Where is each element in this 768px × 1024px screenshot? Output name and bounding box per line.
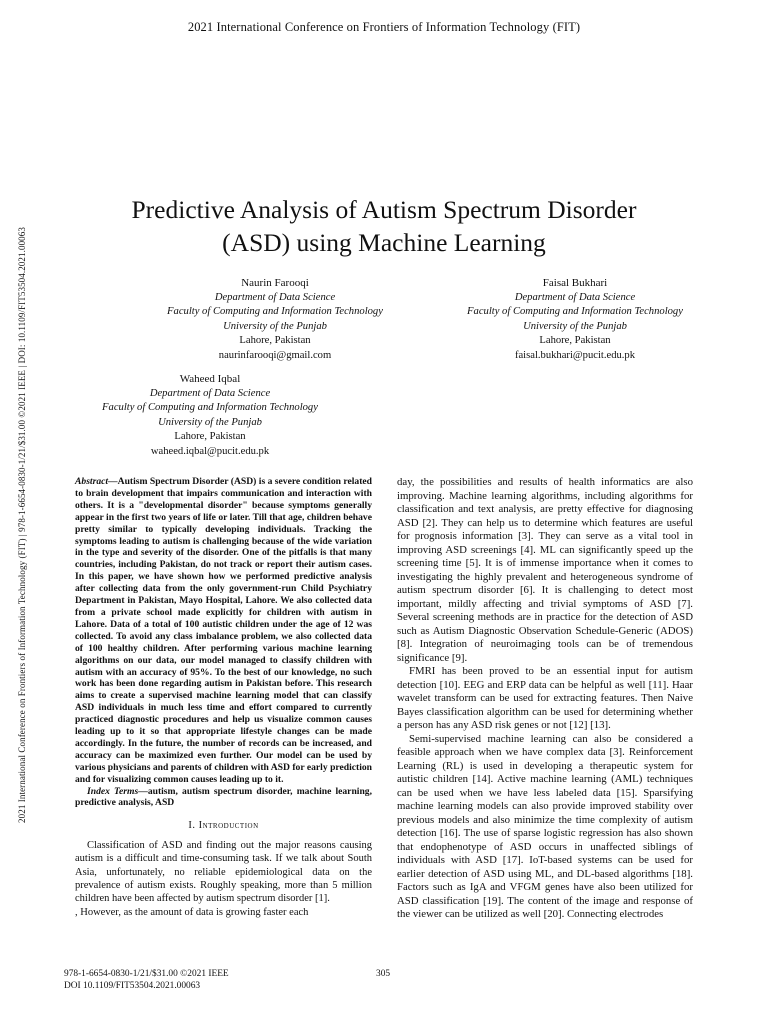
title-line-1: Predictive Analysis of Autism Spectrum Disorder xyxy=(131,195,637,224)
section-number: I. xyxy=(188,820,199,832)
author-email[interactable]: waheed.iqbal@pucit.edu.pk xyxy=(150,445,270,457)
author-univ: University of the Punjab xyxy=(158,416,262,428)
conference-header: 2021 International Conference on Frontiers of Information Technology (FIT) xyxy=(187,20,581,34)
paper-title xyxy=(40,193,728,259)
title-line-2: (ASD) using Machine Learning xyxy=(222,228,546,257)
abstract xyxy=(75,476,372,786)
index-terms-text: autism, autism spectrum disorder, machine learning, predictive analysis, ASD xyxy=(75,785,372,809)
author-email[interactable]: faisal.bukhari@pucit.edu.pk xyxy=(514,349,636,361)
index-terms xyxy=(75,786,372,810)
right-column xyxy=(397,476,693,922)
paragraph: FMRI has been proved to be an essential input for autism detection [10]. EEG and ERP data can be helpful as well [11]. Haar wavelet transform can be used for extracting features. Then Naive Bayes classification algorithm can be used for determining whether a person has any ASD risk genes or not [12] [13]. xyxy=(397,665,693,731)
section-title: Introduction xyxy=(198,820,259,832)
paragraph: day, the possibilities and results of health informatics are also improving. Machine learning algorithms, including algorithms for classification and text analysis, are pretty effective for diagnosing ASD [2]. They can help us to determine which features are useful for prognosis information [3]. They can serve as a vital tool in improving ASD screenings [4]. ML can significantly speed up the screening time [5]. It is of immense importance when it comes to investigating the highly prevalent and heterogeneous syndrome of autism spectrum disorder [6]. It is challenging to detect most important, mildly affecting and trivial symptoms of ASD [7]. Several screening methods are in practice for the detection of ASD such as Autism Diagnostic Observation Schedule-Generic (ADOS) [8]. Integration of neuroimaging tools can be of tremendous significance [9]. xyxy=(397,476,693,664)
author-city: Lahore, Pakistan xyxy=(539,335,611,346)
author-dept: Department of Data Science xyxy=(514,291,636,303)
author-email[interactable]: naurinfarooqi@gmail.com xyxy=(218,349,332,361)
side-strip-text: 2021 International Conference on Frontiers of Information Technology (FIT) | 978-1-6654-0830-1/21/$31.00 ©2021 IEEE | DOI: 10.1109/FIT53504.2021.00063 xyxy=(17,227,27,823)
author-faculty: Faculty of Computing and Information Technology xyxy=(467,306,683,317)
author-dept: Department of Data Science xyxy=(149,387,271,399)
paragraph: Classification of ASD and finding out the major reasons causing autism is a difficult and time-consuming task. If we talk about South Asia, unfortunately, no reliable epidemiological data on the prevalence of autism exists. Roughly speaking, more than 5 million children have been affected by autism spectrum disorder [1]. xyxy=(75,839,372,905)
author-dept: Department of Data Science xyxy=(214,291,336,303)
author-faculty: Faculty of Computing and Information Technology xyxy=(102,402,318,413)
abstract-text: Autism Spectrum Disorder (ASD) is a severe condition related to brain development that impairs communication and interaction with others. It is a "developmental disorder" because symptoms generally appear in the first two years of life or later. Till that age, children behave pretty similar to typically developing individuals. Tracking the symptoms leading to autism is challenging because of the wide variation in the type and severity of the disorder. One of the pitfalls is that many countries, including Pakistan, do not track or report their autism cases. In this paper, we have shown how we performed predictive analysis after collecting data from the only government-run Child Psychiatry Department in Pakistan, Mayo Hospital, Lahore. We also collected data from a private school made explicitly for children with autism in Lahore. Data of a total of 100 autistic children under the age of 12 was collected. To avoid any class imbalance problem, we also collected data of 100 healthy children. After performing various machine learning algorithms on our data, our model managed to classify children with autism with an accuracy of 95%. To the best of our knowledge, no such work has been done regarding autism in Pakistan before. This research aims to create a supervised machine learning model that can classify ASD individuals in much less time and effort compared to currently practiced diagnostic procedures and help us visualize common causes leading up to it so that appropriate lifestyle changes can be made accordingly. In the future, the number of records can be increased, and accuracy can be maximized even further. Our model can be used by various physicians and parents of children with ASD for early prediction and for visualizing common causes leading up to it. xyxy=(75,476,372,785)
page-number: 305 xyxy=(376,969,391,979)
footer-info xyxy=(64,969,229,992)
author-name: Waheed Iqbal xyxy=(179,373,241,385)
author-univ: University of the Punjab xyxy=(223,320,327,332)
author-name: Faisal Bukhari xyxy=(542,277,608,289)
left-column xyxy=(75,476,372,919)
index-terms-lead: Index Terms— xyxy=(87,785,148,797)
section-heading xyxy=(75,819,372,832)
author-name: Naurin Farooqi xyxy=(241,277,309,289)
author-block-2 xyxy=(380,276,768,363)
author-city: Lahore, Pakistan xyxy=(239,335,311,346)
author-univ: University of the Punjab xyxy=(523,320,627,332)
paragraph: , However, as the amount of data is growing faster each xyxy=(75,906,309,918)
author-faculty: Faculty of Computing and Information Technology xyxy=(167,306,383,317)
abstract-lead: Abstract— xyxy=(75,476,118,487)
footer-isbn: 978-1-6654-0830-1/21/$31.00 ©2021 IEEE xyxy=(64,969,229,979)
footer-doi: DOI 10.1109/FIT53504.2021.00063 xyxy=(64,980,201,991)
paragraph: Semi-supervised machine learning can also be considered a feasible approach when we have complex data [3]. Reinforcement Learning (RL) is used in developing a therapeutic system for autistic children [14]. Active machine learning (AML) techniques can be used when we have less labeled data [15]. Sparsifying machine learning models can also provide improved stability over previous models and also minimize the time complexity of autism detection [16]. The use of sparse logistic regression has also shown that endophenotype of ASD occurs in unaffected siblings of individuals with ASD [17]. IoT-based systems can be used for earlier detection of ASD using ML, and DL-based algorithms [18]. Factors such as IgA and VFGM genes have also been utilized for ASD classification [19]. The content of the image and response of the viewer can be utilized as well [20]. Connecting electrodes xyxy=(397,732,693,920)
author-city: Lahore, Pakistan xyxy=(174,431,246,442)
author-block-3 xyxy=(0,372,420,459)
